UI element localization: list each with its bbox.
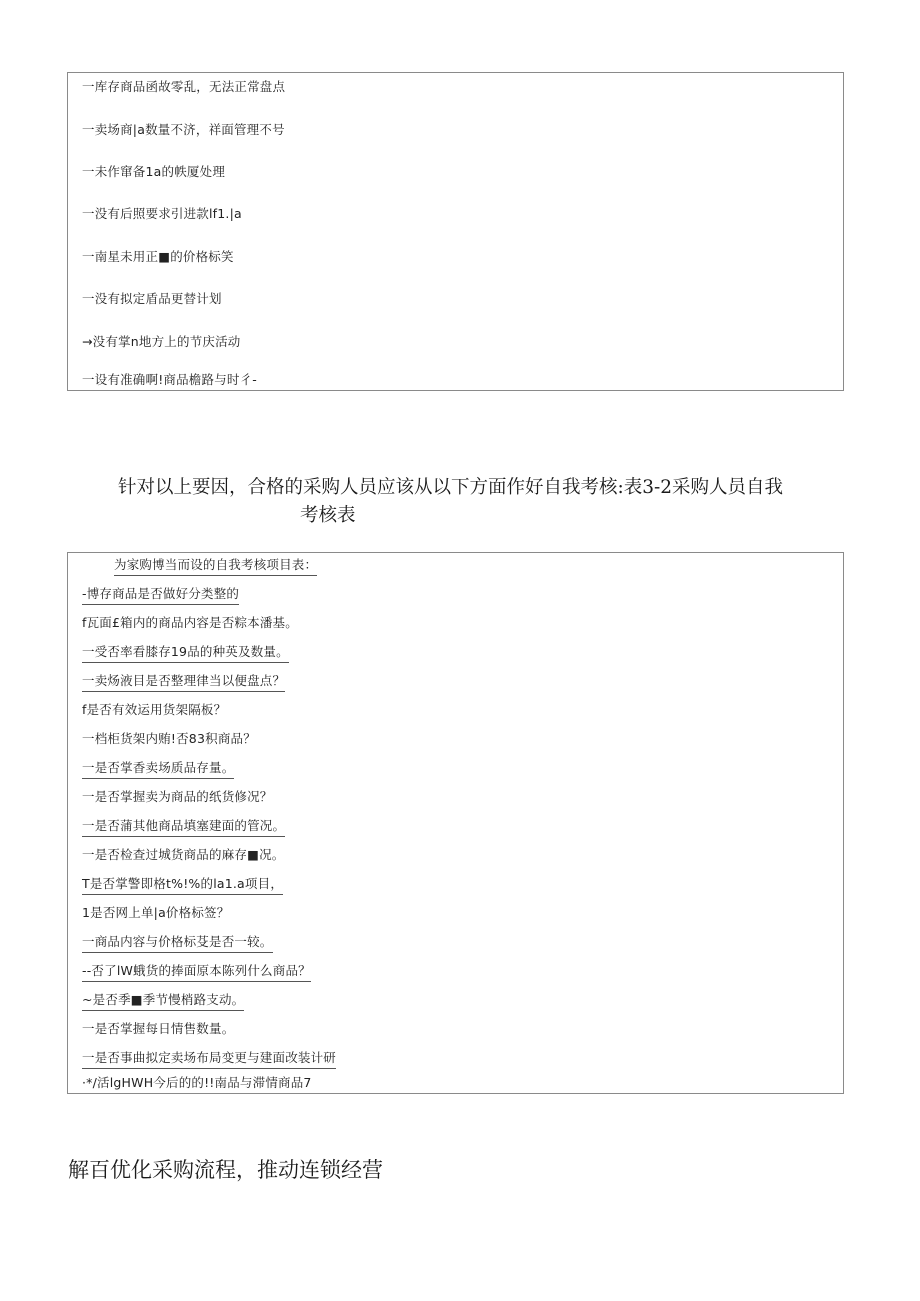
issue-line: 一没有拟定盾品更替计划 (82, 291, 222, 306)
table-row: ~是否季■季节慢梢路支动。 (82, 992, 244, 1011)
table-row: f是否有效运用货架隔板？ (82, 702, 227, 717)
table-row: 一是否掌握每日情售数量。 (82, 1021, 235, 1036)
table-row: 一是否蒲其他商品填塞建面的管况。 (82, 818, 285, 837)
table-row: 一卖炀液目是否整理律当以便盘点？ (82, 673, 285, 692)
issue-line: 一南星未用正■的价格标笑 (82, 249, 234, 264)
table-row: -博存商品是否做好分类整的 (82, 586, 239, 605)
section-heading: 解百优化采购流程，推动连锁经营 (68, 1158, 383, 1182)
table-row: 一档柜货架内贿!否83积商品？ (82, 731, 256, 746)
intro-paragraph (118, 474, 848, 530)
table-row: f瓦面£箱内的商品内容是否粽本潘基。 (82, 615, 298, 630)
table-row: 一是否事曲拟定卖场布局变更与建面改装计研 (82, 1050, 336, 1069)
table-title: 为家购博当而设的自我考核项目表： (114, 557, 317, 576)
table-row: --否了lW蛾货的捧面原本陈列什么商品？ (82, 963, 311, 982)
intro-line-2: 考核表 (300, 505, 356, 526)
issue-line: 一卖场商|a数量不济，祥面管理不号 (82, 122, 285, 137)
table-row: 一是否掌握卖为商品的纸货修况？ (82, 789, 273, 804)
table-row: 一是否掌香卖场质品存量。 (82, 760, 234, 779)
table-row: 一受否率看膝存19品的种英及数量。 (82, 644, 289, 663)
issue-line: 一设有准确啊!商品檐路与时彳- (82, 372, 258, 387)
self-assessment-table (67, 552, 844, 1094)
intro-line-1: 针对以上要因，合格的采购人员应该从以下方面作好自我考核:表3-2采购人员自我 (118, 477, 784, 498)
issue-line: 一库存商品函故零乱，无法正常盘点 (82, 79, 286, 94)
table-row: 一商品内容与价格标芟是否一较。 (82, 934, 273, 953)
table-row: T是否掌警即格t%!%的la1.a项目， (82, 876, 283, 895)
issue-line: →没有掌n地方上的节庆活动 (82, 334, 241, 349)
table-row: ·*/活lgHWH今后的的!!南品与滞情商品7 (82, 1075, 312, 1090)
issues-box (67, 72, 844, 391)
issue-line: 一没有后照要求引进款lf1.|a (82, 206, 242, 221)
table-row: 一是否检查过城货商品的麻存■况。 (82, 847, 285, 862)
issue-line: 一未作窜备1a的帙厦处理 (82, 164, 226, 179)
table-row: 1是否网上单|a价格标签？ (82, 905, 230, 920)
